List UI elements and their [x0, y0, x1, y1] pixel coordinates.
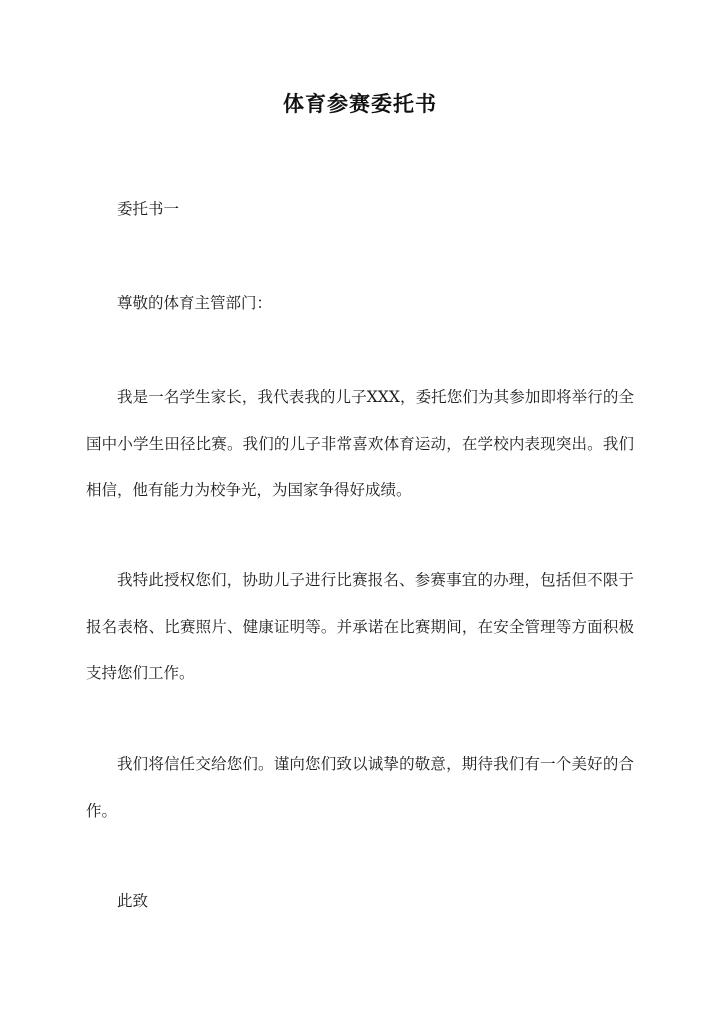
document-title: 体育参赛委托书	[283, 91, 437, 116]
salutation: 尊敬的体育主管部门：	[117, 294, 273, 312]
closing-phrase: 此致	[117, 892, 149, 910]
section-heading: 委托书一	[117, 200, 180, 218]
body-paragraph-2: 我特此授权您们，协助儿子进行比赛报名、参赛事宜的办理，包括但不限于报名表格、比赛照片、健康证明等。并承诺在比赛期间，在安全管理等方面积极支持您们工作。	[86, 571, 634, 682]
body-paragraph-1: 我是一名学生家长，我代表我的儿子XXX，委托您们为其参加即将举行的全国中小学生田径比赛。我们的儿子非常喜欢体育运动，在学校内表现突出。我们相信，他有能力为校争光，为国家争得好成绩。	[86, 388, 634, 499]
body-paragraph-3: 我们将信任交给您们。谨向您们致以诚挚的敬意，期待我们有一个美好的合作。	[86, 755, 634, 820]
